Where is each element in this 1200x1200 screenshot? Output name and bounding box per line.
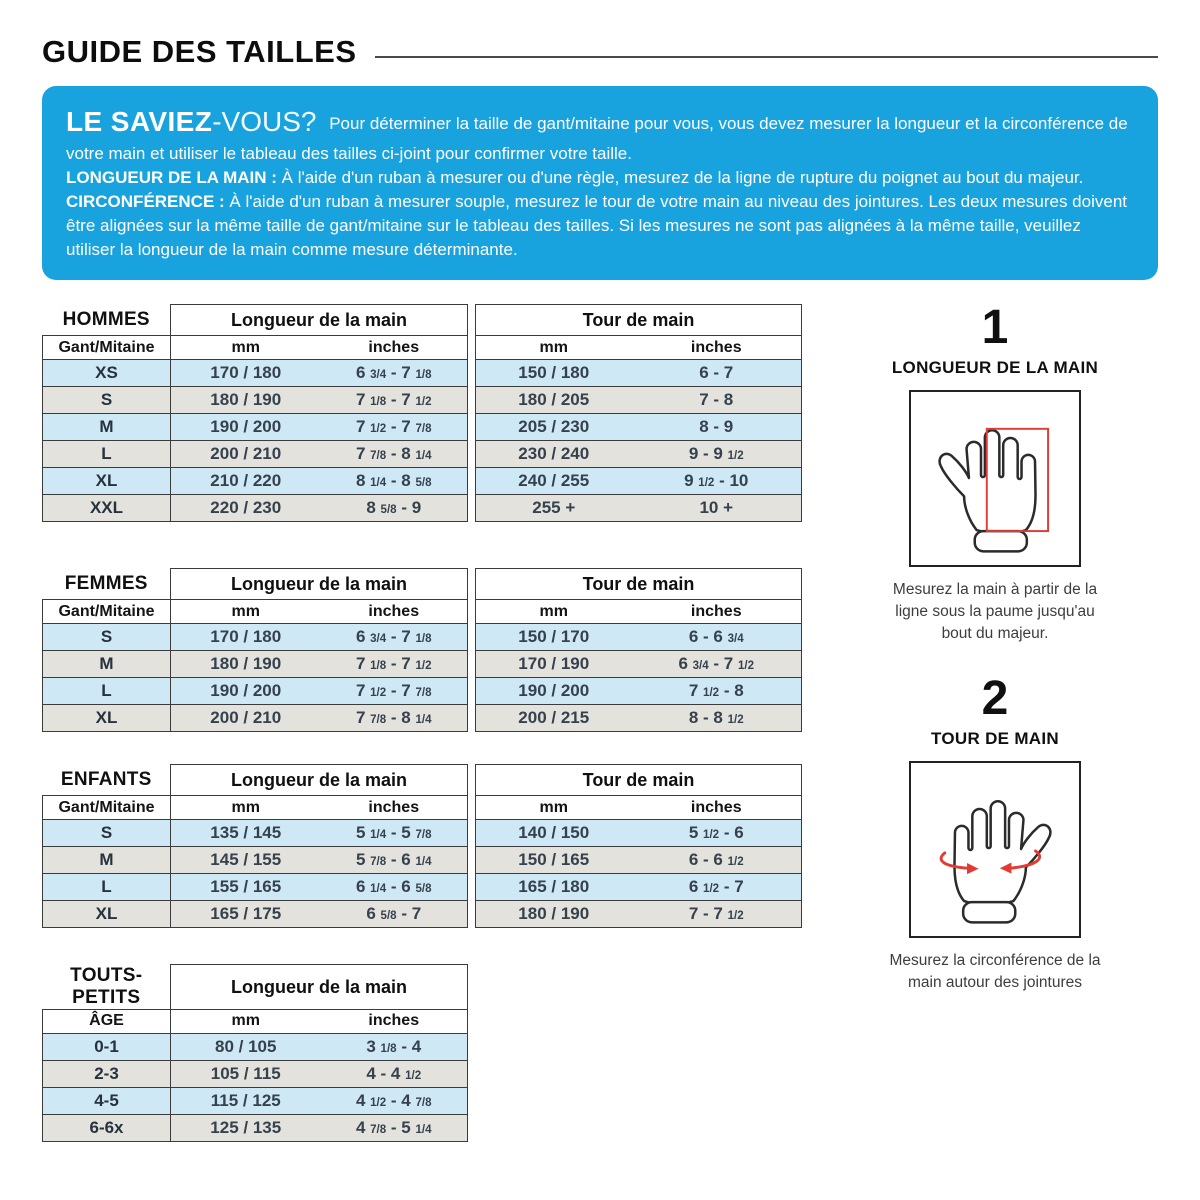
- step-2-title: TOUR DE MAIN: [931, 729, 1059, 749]
- length-title: Longueur de la main: [171, 305, 468, 336]
- fraction: 1/2: [727, 856, 744, 869]
- fraction: 1/2: [727, 910, 744, 923]
- table-row: [476, 360, 802, 387]
- size-tables: [42, 304, 802, 1142]
- girth-inches-cell: 8 - 9: [632, 414, 802, 441]
- length-inches-cell: 6 3/4 - 7 1/8: [321, 624, 468, 651]
- table-row: [476, 441, 802, 468]
- fraction: 1/2: [415, 660, 432, 673]
- girth-mm-cell: 255 +: [476, 495, 632, 522]
- girth-table: [475, 304, 802, 522]
- girth-mm-cell: 190 / 200: [476, 678, 632, 705]
- length-mm-cell: 170 / 180: [171, 624, 321, 651]
- length-mm-cell: 190 / 200: [171, 678, 321, 705]
- size-cell: XL: [43, 705, 171, 732]
- length-table: [42, 764, 468, 928]
- table-row: [43, 651, 468, 678]
- fraction: 1/2: [370, 687, 387, 700]
- fraction: 1/4: [370, 883, 387, 896]
- fraction: 1/8: [380, 1042, 397, 1055]
- size-table-group: [42, 764, 802, 928]
- table-title-row: [476, 765, 802, 796]
- size-cell: L: [43, 441, 171, 468]
- length-mm-cell: 210 / 220: [171, 468, 321, 495]
- size-cell: L: [43, 874, 171, 901]
- girth-mm-cell: 150 / 170: [476, 624, 632, 651]
- size-cell: M: [43, 414, 171, 441]
- table-row: [476, 387, 802, 414]
- length-inches-cell: 7 1/2 - 7 7/8: [321, 414, 468, 441]
- size-table-group: [42, 568, 802, 732]
- size-cell: XXL: [43, 495, 171, 522]
- fraction: 1/4: [370, 477, 387, 490]
- info-length-text: À l'aide d'un ruban à mesurer ou d'une règle, mesurez de la ligne de rupture du poignet au bout du majeur.: [276, 167, 1084, 187]
- mm-header: mm: [171, 600, 321, 624]
- length-inches-cell: 7 1/8 - 7 1/2: [321, 387, 468, 414]
- girth-inches-cell: 6 - 6 3/4: [632, 624, 802, 651]
- mm-header: mm: [171, 336, 321, 360]
- fraction: 7/8: [370, 450, 387, 463]
- step-2-caption: Mesurez la circonférence de la main autour des jointures: [889, 952, 1101, 992]
- table-subheader-row: [43, 600, 468, 624]
- inches-header: inches: [632, 336, 802, 360]
- fraction: 1/4: [370, 829, 387, 842]
- table-title-row: [43, 765, 468, 796]
- banner-lead-light: -VOUS?: [212, 106, 317, 137]
- girth-mm-cell: 205 / 230: [476, 414, 632, 441]
- girth-mm-cell: 200 / 215: [476, 705, 632, 732]
- table-row: [43, 360, 468, 387]
- table-row: [43, 1114, 468, 1141]
- girth-inches-cell: 7 - 8: [632, 387, 802, 414]
- group-title: ENFANTS: [43, 765, 171, 796]
- table-row: [43, 874, 468, 901]
- size-table-group: [42, 304, 802, 522]
- length-mm-cell: 115 / 125: [171, 1087, 321, 1114]
- table-subheader-row: [476, 600, 802, 624]
- size-cell: 6-6x: [43, 1114, 171, 1141]
- girth-inches-cell: 8 - 8 1/2: [632, 705, 802, 732]
- length-mm-cell: 220 / 230: [171, 495, 321, 522]
- table-row: [476, 705, 802, 732]
- fraction: 7/8: [415, 423, 432, 436]
- fraction: 1/8: [370, 396, 387, 409]
- size-table-group: [42, 964, 802, 1142]
- table-row: [476, 847, 802, 874]
- step-1-caption: Mesurez la main à partir de la ligne sous la paume jusqu'au bout du majeur.: [892, 581, 1098, 643]
- girth-table: [475, 764, 802, 928]
- page-title: GUIDE DES TAILLES: [42, 34, 357, 69]
- length-table: [42, 964, 468, 1142]
- table-row: [476, 624, 802, 651]
- fraction: 1/2: [727, 450, 744, 463]
- row-label-header: Gant/Mitaine: [43, 336, 171, 360]
- length-inches-cell: 4 - 4 1/2: [321, 1060, 468, 1087]
- table-title-row: [43, 305, 468, 336]
- step-1-title: LONGUEUR DE LA MAIN: [891, 358, 1099, 378]
- table-row: [43, 441, 468, 468]
- inches-header: inches: [632, 796, 802, 820]
- length-table: [42, 304, 468, 522]
- girth-inches-cell: 6 - 7: [632, 360, 802, 387]
- fraction: 7/8: [370, 856, 387, 869]
- length-inches-cell: 3 1/8 - 4: [321, 1033, 468, 1060]
- length-mm-cell: 180 / 190: [171, 387, 321, 414]
- table-row: [476, 874, 802, 901]
- fraction: 1/2: [737, 660, 755, 673]
- inches-header: inches: [321, 600, 468, 624]
- fraction: 1/8: [415, 369, 432, 382]
- info-girth-label: CIRCONFÉRENCE :: [66, 192, 225, 211]
- mm-header: mm: [476, 796, 632, 820]
- girth-mm-cell: 140 / 150: [476, 820, 632, 847]
- fraction: 1/2: [405, 1069, 422, 1082]
- table-row: [43, 495, 468, 522]
- info-intro-text: Pour déterminer la taille de gant/mitaine pour vous, vous devez mesurer la longueur et la circonférence de votre main et utiliser le tableau des tailles ci-joint pour confirmer votre taille.: [66, 114, 1128, 163]
- fraction: 7/8: [415, 687, 432, 700]
- table-title-row: [476, 305, 802, 336]
- table-subheader-row: [43, 336, 468, 360]
- girth-mm-cell: 240 / 255: [476, 468, 632, 495]
- fraction: 1/4: [415, 450, 432, 463]
- fraction: 7/8: [370, 1123, 387, 1136]
- fraction: 3/4: [727, 633, 744, 646]
- table-row: [476, 901, 802, 928]
- table-row: [43, 1033, 468, 1060]
- fraction: 1/2: [703, 687, 720, 700]
- row-label-header: Gant/Mitaine: [43, 796, 171, 820]
- fraction: 1/2: [727, 714, 744, 727]
- hand-girth-icon: [913, 765, 1077, 934]
- girth-mm-cell: 150 / 165: [476, 847, 632, 874]
- fraction: 7/8: [415, 829, 432, 842]
- length-inches-cell: 5 1/4 - 5 7/8: [321, 820, 468, 847]
- inches-header: inches: [632, 600, 802, 624]
- illustration-hand-length: [870, 301, 1120, 645]
- fraction: 1/8: [370, 660, 387, 673]
- info-length: [66, 166, 1132, 190]
- fraction: 1/8: [415, 633, 432, 646]
- fraction: 7/8: [370, 714, 387, 727]
- table-row: [476, 468, 802, 495]
- table-row: [43, 1087, 468, 1114]
- length-inches-cell: 4 7/8 - 5 1/4: [321, 1114, 468, 1141]
- table-row: [43, 705, 468, 732]
- fraction: 5/8: [380, 504, 397, 517]
- illustration-hand-girth: [870, 672, 1120, 994]
- table-row: [43, 414, 468, 441]
- hand-length-figure: [909, 390, 1081, 567]
- inches-header: inches: [321, 796, 468, 820]
- length-mm-cell: 170 / 180: [171, 360, 321, 387]
- girth-inches-cell: 5 1/2 - 6: [632, 820, 802, 847]
- row-label-header: Gant/Mitaine: [43, 600, 171, 624]
- length-table: [42, 568, 468, 732]
- length-title: Longueur de la main: [171, 569, 468, 600]
- table-subheader-row: [476, 336, 802, 360]
- length-mm-cell: 165 / 175: [171, 901, 321, 928]
- content-area: [42, 301, 1158, 1142]
- girth-inches-cell: 7 1/2 - 8: [632, 678, 802, 705]
- mm-header: mm: [171, 1009, 321, 1033]
- group-title: HOMMES: [43, 305, 171, 336]
- table-row: [43, 901, 468, 928]
- girth-inches-cell: 6 1/2 - 7: [632, 874, 802, 901]
- title-rule: [375, 56, 1158, 58]
- table-title-row: [476, 569, 802, 600]
- girth-inches-cell: 7 - 7 1/2: [632, 901, 802, 928]
- row-label-header: ÂGE: [43, 1009, 171, 1033]
- length-inches-cell: 7 1/8 - 7 1/2: [321, 651, 468, 678]
- size-cell: 0-1: [43, 1033, 171, 1060]
- fraction: 5/8: [380, 910, 397, 923]
- fraction: 1/2: [698, 477, 715, 490]
- table-row: [476, 651, 802, 678]
- length-inches-cell: 8 1/4 - 8 5/8: [321, 468, 468, 495]
- girth-mm-cell: 230 / 240: [476, 441, 632, 468]
- table-row: [476, 678, 802, 705]
- fraction: 1/2: [370, 1096, 387, 1109]
- fraction: 3/4: [692, 660, 709, 673]
- length-mm-cell: 200 / 210: [171, 441, 321, 468]
- fraction: 7/8: [415, 1096, 432, 1109]
- fraction: 1/2: [703, 829, 720, 842]
- length-inches-cell: 7 7/8 - 8 1/4: [321, 441, 468, 468]
- length-inches-cell: 4 1/2 - 4 7/8: [321, 1087, 468, 1114]
- girth-inches-cell: 9 1/2 - 10: [632, 468, 802, 495]
- fraction: 1/4: [415, 714, 432, 727]
- info-banner: [42, 86, 1158, 280]
- size-cell: M: [43, 847, 171, 874]
- table-subheader-row: [476, 796, 802, 820]
- info-girth-text: À l'aide d'un ruban à mesurer souple, mesurez le tour de votre main au niveau des jointures. Les deux mesures doivent être alignées sur la même taille de gant/mitaine sur le tableau des tailles. Si les mesures ne sont pas alignées à la même taille, veuillez utiliser la longueur de la main comme mesure déterminante.: [66, 192, 1127, 260]
- length-inches-cell: 5 7/8 - 6 1/4: [321, 847, 468, 874]
- inches-header: inches: [321, 1009, 468, 1033]
- size-cell: M: [43, 651, 171, 678]
- length-title: Longueur de la main: [171, 965, 468, 1010]
- size-cell: L: [43, 678, 171, 705]
- inches-header: inches: [321, 336, 468, 360]
- table-row: [43, 1060, 468, 1087]
- size-cell: XL: [43, 901, 171, 928]
- table-row: [43, 468, 468, 495]
- hand-girth-figure: [909, 761, 1081, 938]
- fraction: 3/4: [370, 633, 387, 646]
- mm-header: mm: [476, 336, 632, 360]
- length-mm-cell: 80 / 105: [171, 1033, 321, 1060]
- size-cell: XS: [43, 360, 171, 387]
- size-cell: S: [43, 820, 171, 847]
- length-mm-cell: 105 / 115: [171, 1060, 321, 1087]
- length-mm-cell: 190 / 200: [171, 414, 321, 441]
- girth-mm-cell: 180 / 205: [476, 387, 632, 414]
- table-row: [476, 820, 802, 847]
- length-mm-cell: 180 / 190: [171, 651, 321, 678]
- table-title-row: [43, 965, 468, 1010]
- step-2-number: 2: [981, 672, 1009, 726]
- girth-mm-cell: 150 / 180: [476, 360, 632, 387]
- girth-mm-cell: 165 / 180: [476, 874, 632, 901]
- table-subheader-row: [43, 796, 468, 820]
- mm-header: mm: [171, 796, 321, 820]
- length-inches-cell: 6 5/8 - 7: [321, 901, 468, 928]
- girth-title: Tour de main: [476, 569, 802, 600]
- group-title: FEMMES: [43, 569, 171, 600]
- girth-mm-cell: 180 / 190: [476, 901, 632, 928]
- length-mm-cell: 200 / 210: [171, 705, 321, 732]
- size-cell: S: [43, 387, 171, 414]
- table-subheader-row: [43, 1009, 468, 1033]
- fraction: 1/4: [415, 856, 432, 869]
- size-cell: 4-5: [43, 1087, 171, 1114]
- hand-length-icon: [913, 394, 1077, 563]
- group-title: TOUTS-PETITS: [43, 965, 171, 1010]
- banner-lead-bold: LE SAVIEZ: [66, 106, 213, 137]
- step-1-number: 1: [981, 301, 1009, 355]
- girth-mm-cell: 170 / 190: [476, 651, 632, 678]
- info-length-label: LONGUEUR DE LA MAIN :: [66, 167, 277, 187]
- fraction: 5/8: [415, 477, 432, 490]
- table-row: [43, 847, 468, 874]
- size-cell: XL: [43, 468, 171, 495]
- table-title-row: [43, 569, 468, 600]
- table-row: [43, 678, 468, 705]
- girth-title: Tour de main: [476, 765, 802, 796]
- length-inches-cell: 8 5/8 - 9: [321, 495, 468, 522]
- fraction: 3/4: [370, 369, 387, 382]
- fraction: 1/2: [370, 423, 387, 436]
- length-inches-cell: 6 3/4 - 7 1/8: [321, 360, 468, 387]
- table-row: [43, 820, 468, 847]
- length-title: Longueur de la main: [171, 765, 468, 796]
- length-mm-cell: 125 / 135: [171, 1114, 321, 1141]
- girth-inches-cell: 6 3/4 - 7 1/2: [632, 651, 802, 678]
- length-mm-cell: 155 / 165: [171, 874, 321, 901]
- fraction: 1/4: [415, 1123, 432, 1136]
- page-header: [42, 34, 1158, 70]
- table-row: [43, 624, 468, 651]
- info-girth: [66, 190, 1132, 262]
- fraction: 1/2: [703, 883, 720, 896]
- table-row: [43, 387, 468, 414]
- info-intro: [66, 102, 1132, 166]
- size-cell: 2-3: [43, 1060, 171, 1087]
- girth-title: Tour de main: [476, 305, 802, 336]
- fraction: 1/2: [415, 396, 432, 409]
- mm-header: mm: [476, 600, 632, 624]
- length-mm-cell: 135 / 145: [171, 820, 321, 847]
- length-inches-cell: 7 7/8 - 8 1/4: [321, 705, 468, 732]
- length-mm-cell: 145 / 155: [171, 847, 321, 874]
- measurement-illustrations: [870, 301, 1120, 1024]
- girth-inches-cell: 9 - 9 1/2: [632, 441, 802, 468]
- table-row: [476, 495, 802, 522]
- girth-inches-cell: 6 - 6 1/2: [632, 847, 802, 874]
- length-inches-cell: 6 1/4 - 6 5/8: [321, 874, 468, 901]
- table-row: [476, 414, 802, 441]
- girth-inches-cell: 10 +: [632, 495, 802, 522]
- fraction: 5/8: [415, 883, 432, 896]
- length-inches-cell: 7 1/2 - 7 7/8: [321, 678, 468, 705]
- size-cell: S: [43, 624, 171, 651]
- girth-table: [475, 568, 802, 732]
